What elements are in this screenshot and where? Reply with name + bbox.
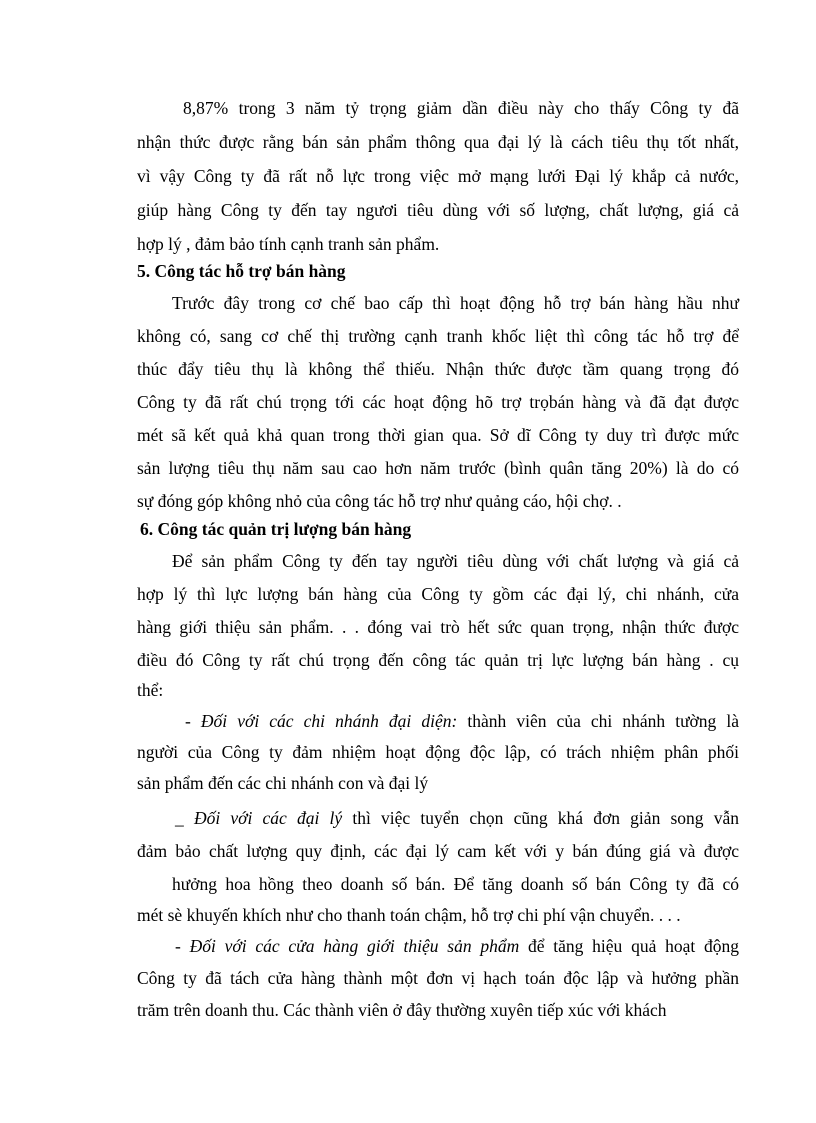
paragraph-line: trăm trên doanh thu. Các thành viên ở đây thường xuyên tiếp xúc với khách bbox=[137, 1000, 667, 1020]
paragraph-line: hợp lý , đảm bảo tính cạnh tranh sản phẩm. bbox=[137, 234, 440, 254]
list-item-label: Đối với các chi nhánh đại diện: bbox=[200, 711, 458, 731]
list-item-label: Đối với các cửa hàng giới thiệu sản phẩm bbox=[189, 936, 520, 956]
paragraph-line: người của Công ty đảm nhiệm hoạt động độc lập, có trách nhiệm phân phối bbox=[137, 742, 739, 762]
paragraph-line: thúc đẩy tiêu thụ là không thể thiếu. Nhận thức được tầm quang trọng đó bbox=[137, 359, 739, 379]
paragraph-line: mét sã kết quả khả quan trong thời gian qua. Sở dĩ Công ty duy trì được mức bbox=[137, 425, 739, 445]
paragraph-line: Công ty đã tách cửa hàng thành một đơn vị hạch toán độc lập và hưởng phần bbox=[137, 968, 739, 988]
paragraph-line: hưởng hoa hồng theo doanh số bán. Để tăng doanh số bán Công ty đã có bbox=[172, 874, 739, 894]
paragraph-line: điều đó Công ty rất chú trọng đến công tác quản trị lực lượng bán hàng . cụ bbox=[137, 650, 739, 670]
section-6-heading: 6. Công tác quản trị lượng bán hàng bbox=[140, 519, 412, 539]
paragraph-line: 8,87% trong 3 năm tỷ trọng giảm dần điều này cho thấy Công ty đã bbox=[183, 98, 739, 118]
list-item-branches bbox=[185, 710, 739, 732]
list-item-text: để tăng hiệu quả hoạt động bbox=[519, 936, 739, 956]
paragraph-line: đảm bảo chất lượng quy định, các đại lý cam kết với y bán đúng giá và được bbox=[137, 841, 739, 861]
paragraph-line: Để sản phẩm Công ty đến tay người tiêu dùng với chất lượng và giá cả bbox=[172, 551, 739, 571]
list-item-agents bbox=[175, 807, 739, 829]
paragraph-line: hợp lý thì lực lượng bán hàng của Công ty gồm các đại lý, chi nhánh, cửa bbox=[137, 584, 739, 604]
paragraph-line: thể: bbox=[137, 680, 164, 700]
paragraph-line: Trước đây trong cơ chế bao cấp thì hoạt động hỗ trợ bán hàng hầu như bbox=[172, 293, 739, 313]
paragraph-line: mét sè khuyến khích như cho thanh toán chậm, hỗ trợ chi phí vận chuyển. . . . bbox=[137, 905, 681, 925]
paragraph-line: không có, sang cơ chế thị trường cạnh tranh khốc liệt thì công tác hỗ trợ để bbox=[137, 326, 739, 346]
paragraph-line: sản phẩm đến các chi nhánh con và đại lý bbox=[137, 773, 429, 793]
paragraph-line: sự đóng góp không nhỏ của công tác hỗ trợ như quảng cáo, hội chợ. . bbox=[137, 491, 622, 511]
paragraph-line: giúp hàng Công ty đến tay ngươi tiêu dùng với số lượng, chất lượng, giá cả bbox=[137, 200, 739, 220]
list-item-stores bbox=[175, 935, 739, 957]
list-item-prefix: - bbox=[175, 936, 190, 956]
list-item-prefix: _ bbox=[175, 808, 194, 828]
list-item-text: thành viên của chi nhánh tường là bbox=[457, 711, 740, 731]
paragraph-line: Công ty đã rất chú trọng tới các hoạt động hõ trợ trọbán hàng và đã đạt được bbox=[137, 392, 739, 412]
paragraph-line: vì vậy Công ty đã rất nỗ lực trong việc mở mạng lưới Đại lý khắp cả nước, bbox=[137, 166, 739, 186]
paragraph-line: nhận thức được rằng bán sản phẩm thông qua đại lý là cách tiêu thụ tốt nhất, bbox=[137, 132, 739, 152]
section-5-heading: 5. Công tác hỗ trợ bán hàng bbox=[137, 261, 346, 281]
list-item-text: thì việc tuyển chọn cũng khá đơn giản song vẫn bbox=[342, 808, 740, 828]
list-item-prefix: - bbox=[185, 711, 201, 731]
paragraph-line: sản lượng tiêu thụ năm sau cao hơn năm trước (bình quân tăng 20%) là do có bbox=[137, 458, 739, 478]
paragraph-line: hàng giới thiệu sản phẩm. . . đóng vai trò hết sức quan trọng, nhận thức được bbox=[137, 617, 739, 637]
list-item-label: Đối với các đại lý bbox=[193, 808, 343, 828]
